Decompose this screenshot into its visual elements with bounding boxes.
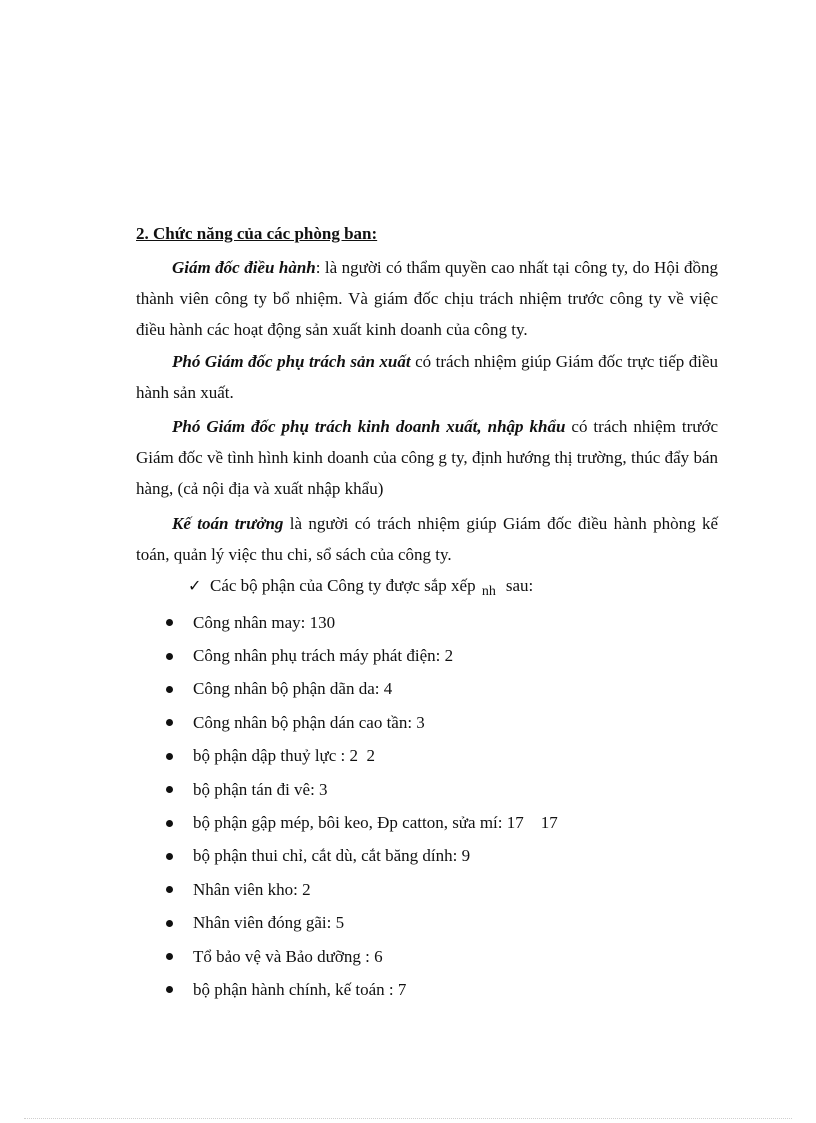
list-item-text: bộ phận tán đi vê: 3 [193,779,328,799]
checklist-text: Các bộ phận của Công ty được sắp xếp [210,576,476,595]
list-item-text: Tổ bảo vệ và Bảo dưỡng : 6 [193,946,383,966]
paragraph-text: là người có trách nhiệm giúp Giám đốc điều hành phòng kế toán, quản lý việc thu chi, sổ sách của công ty. [136,514,718,564]
list-item-text: Công nhân may: 130 [193,612,336,632]
paragraph-text: : là người có thẩm quyền cao nhất tại công ty, do Hội đồng thành viên công ty bổ nhiệm. Và giám đốc chịu trách nhiệm trước công ty về việc điều hành các hoạt động sản xuất kinh doanh của công ty. [136,258,718,339]
bullet-icon [166,986,173,993]
paragraph-lead: Phó Giám đốc phụ trách sản xuất [172,352,411,371]
paragraph-text: có trách nhiệm trước Giám đốc về tình hình kinh doanh của công g ty, định hướng thị trường, thúc đẩy bán hàng, (cả nội địa và xuất nhập khẩu) [136,417,718,498]
bullet-icon [166,920,173,927]
list-item-text: bộ phận thui chỉ, cắt dù, cắt băng dính: 9 [193,846,471,866]
list-item-text: bộ phận gập mép, bôi keo, Đp catton, sửa mí: 17 17 [193,813,558,833]
list-item [166,873,558,906]
list-item-text: Công nhân bộ phận dán cao tần: 3 [193,712,425,732]
bullet-icon [166,853,173,860]
checklist-fragment: nh [481,584,496,599]
page-bottom-divider [24,1118,792,1119]
bullet-icon [166,786,173,793]
bullet-icon [166,719,173,726]
list-item [166,940,558,973]
list-item-text: Công nhân bộ phận dãn da: 4 [193,679,393,699]
bullet-icon [166,619,173,626]
checkmark-icon: ✓ [188,576,202,595]
list-item [166,606,558,639]
list-item-text: Nhân viên đóng gãi: 5 [193,913,345,933]
bullet-icon [166,653,173,660]
list-item-text: Nhân viên kho: 2 [193,879,311,899]
checklist-line [188,576,534,599]
paragraph-lead: Giám đốc điều hành [172,258,316,277]
list-item [166,840,558,873]
paragraph-production-deputy [136,346,718,408]
paragraph-lead: Kế toán trưởng [172,514,284,533]
list-item [166,973,558,1006]
bullet-icon [166,753,173,760]
paragraph-lead: Phó Giám đốc phụ trách kinh doanh xuất, nhập khẩu [172,417,566,436]
bullet-icon [166,686,173,693]
list-item [166,773,558,806]
list-item [166,806,558,839]
list-item [166,673,558,706]
bullet-icon [166,820,173,827]
list-item-text: bộ phận dập thuỷ lực : 2 2 [193,746,376,766]
list-item [166,740,558,773]
bullet-icon [166,953,173,960]
list-item-text: Công nhân phụ trách máy phát điện: 2 [193,646,454,666]
paragraph-business-deputy [136,411,718,504]
bullet-icon [166,886,173,893]
paragraph-chief-accountant [136,508,718,570]
section-heading: 2. Chức năng của các phòng ban: [136,224,378,243]
department-list [166,606,558,1007]
list-item [166,639,558,672]
list-item [166,907,558,940]
list-item [166,706,558,739]
checklist-text-end: sau: [505,576,534,595]
list-item-text: bộ phận hành chính, kế toán : 7 [193,979,407,999]
paragraph-director [136,252,718,345]
paragraph-text: có trách nhiệm giúp Giám đốc trực tiếp điều hành sản xuất. [136,352,719,402]
